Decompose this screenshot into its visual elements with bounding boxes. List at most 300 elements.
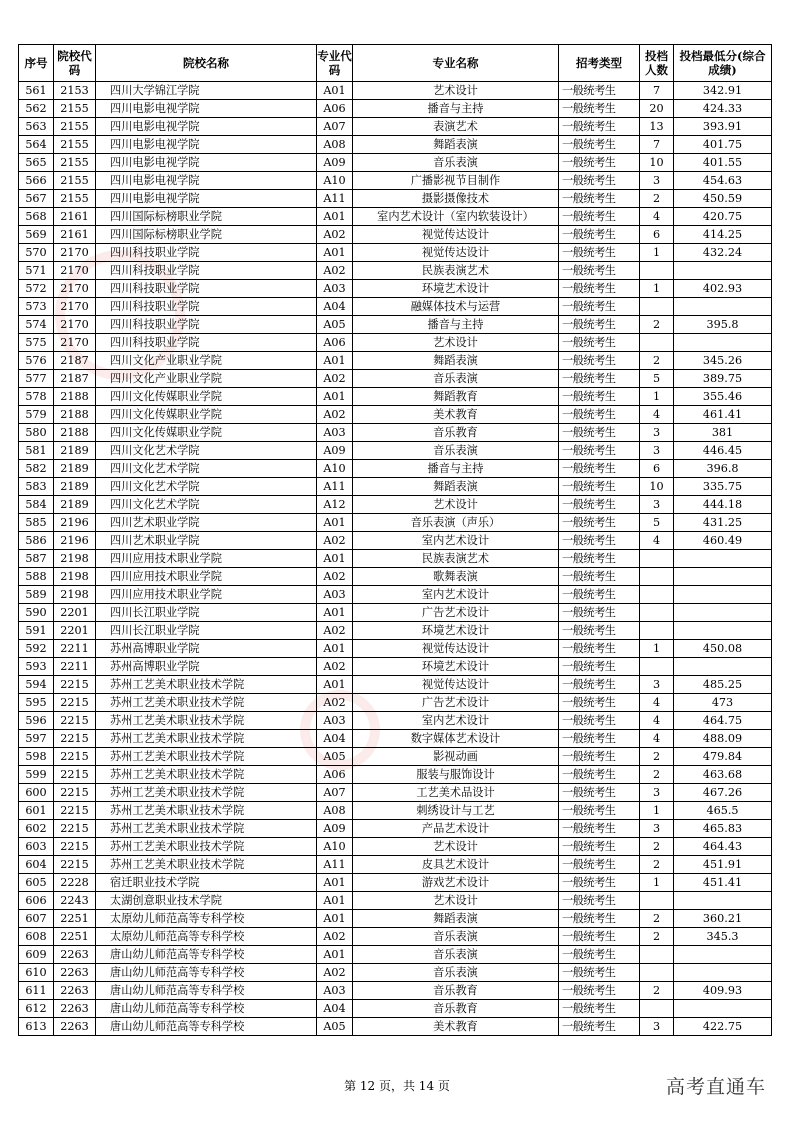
cell-major-code: A09 [317,442,353,460]
cell-min-score: 465.83 [674,820,772,838]
cell-enroll-type: 一般统考生 [559,1000,640,1018]
cell-major-name: 皮具艺术设计 [353,856,559,874]
cell-enroll-type: 一般统考生 [559,532,640,550]
cell-major-code: A02 [317,532,353,550]
header-school-name: 院校名称 [96,45,317,82]
cell-major-name: 刺绣设计与工艺 [353,802,559,820]
cell-major-name: 环境艺术设计 [353,280,559,298]
cell-major-code: A10 [317,172,353,190]
cell-major-code: A07 [317,118,353,136]
cell-seq: 591 [19,622,54,640]
cell-min-score [674,964,772,982]
cell-enroll-type: 一般统考生 [559,784,640,802]
cell-seq: 571 [19,262,54,280]
cell-school-code: 2189 [54,478,96,496]
table-row [19,748,772,766]
cell-planned [640,946,674,964]
table-row [19,352,772,370]
table-row [19,964,772,982]
cell-school-code: 2263 [54,964,96,982]
cell-min-score: 414.25 [674,226,772,244]
cell-seq: 565 [19,154,54,172]
cell-seq: 564 [19,136,54,154]
cell-major-code: A01 [317,892,353,910]
cell-min-score: 401.75 [674,136,772,154]
table-row [19,820,772,838]
cell-min-score: 485.25 [674,676,772,694]
cell-major-name: 服装与服饰设计 [353,766,559,784]
cell-major-name: 舞蹈表演 [353,910,559,928]
cell-school-name: 四川科技职业学院 [96,262,317,280]
cell-planned: 4 [640,208,674,226]
cell-major-code: A08 [317,136,353,154]
cell-planned: 7 [640,82,674,100]
cell-enroll-type: 一般统考生 [559,550,640,568]
cell-major-name: 歌舞表演 [353,568,559,586]
cell-school-code: 2243 [54,892,96,910]
cell-school-name: 太原幼儿师范高等专科学校 [96,928,317,946]
cell-major-code: A02 [317,568,353,586]
cell-min-score [674,586,772,604]
cell-major-name: 摄影摄像技术 [353,190,559,208]
cell-school-code: 2161 [54,226,96,244]
cell-seq: 575 [19,334,54,352]
cell-major-name: 视觉传达设计 [353,226,559,244]
cell-seq: 599 [19,766,54,784]
cell-school-code: 2215 [54,820,96,838]
cell-seq: 561 [19,82,54,100]
cell-seq: 597 [19,730,54,748]
cell-planned: 4 [640,532,674,550]
cell-major-name: 融媒体技术与运营 [353,298,559,316]
cell-min-score: 409.93 [674,982,772,1000]
cell-school-name: 苏州工艺美术职业技术学院 [96,712,317,730]
cell-planned: 5 [640,514,674,532]
cell-major-name: 产品艺术设计 [353,820,559,838]
cell-school-code: 2196 [54,532,96,550]
table-row [19,730,772,748]
cell-planned: 2 [640,316,674,334]
cell-major-code: A02 [317,226,353,244]
cell-min-score: 389.75 [674,370,772,388]
cell-major-code: A03 [317,280,353,298]
cell-enroll-type: 一般统考生 [559,892,640,910]
cell-min-score: 450.59 [674,190,772,208]
cell-school-name: 四川文化传媒职业学院 [96,388,317,406]
cell-major-code: A02 [317,694,353,712]
cell-enroll-type: 一般统考生 [559,946,640,964]
admission-table [18,44,772,1036]
cell-school-name: 四川电影电视学院 [96,190,317,208]
cell-major-name: 室内艺术设计 [353,532,559,550]
cell-planned: 3 [640,1018,674,1036]
cell-school-code: 2211 [54,640,96,658]
cell-major-name: 舞蹈表演 [353,478,559,496]
table-row [19,370,772,388]
table-row [19,856,772,874]
cell-min-score [674,946,772,964]
cell-enroll-type: 一般统考生 [559,604,640,622]
cell-major-name: 工艺美术品设计 [353,784,559,802]
table-row [19,532,772,550]
cell-min-score: 424.33 [674,100,772,118]
cell-school-code: 2251 [54,928,96,946]
cell-min-score: 488.09 [674,730,772,748]
cell-major-code: A01 [317,676,353,694]
cell-min-score: 431.25 [674,514,772,532]
cell-min-score [674,1000,772,1018]
cell-enroll-type: 一般统考生 [559,874,640,892]
cell-enroll-type: 一般统考生 [559,820,640,838]
cell-major-name: 影视动画 [353,748,559,766]
cell-school-code: 2161 [54,208,96,226]
cell-enroll-type: 一般统考生 [559,280,640,298]
cell-school-code: 2215 [54,730,96,748]
cell-seq: 570 [19,244,54,262]
cell-school-code: 2155 [54,190,96,208]
table-header-row [19,45,772,82]
cell-school-name: 四川文化艺术学院 [96,460,317,478]
cell-seq: 577 [19,370,54,388]
cell-planned: 1 [640,388,674,406]
cell-school-code: 2215 [54,694,96,712]
cell-seq: 562 [19,100,54,118]
cell-seq: 596 [19,712,54,730]
cell-school-name: 四川应用技术职业学院 [96,586,317,604]
cell-school-code: 2263 [54,982,96,1000]
cell-enroll-type: 一般统考生 [559,568,640,586]
cell-major-name: 视觉传达设计 [353,676,559,694]
cell-school-code: 2170 [54,244,96,262]
cell-seq: 573 [19,298,54,316]
cell-major-name: 音乐表演（声乐） [353,514,559,532]
cell-min-score: 467.26 [674,784,772,802]
cell-planned [640,568,674,586]
cell-seq: 600 [19,784,54,802]
table-row [19,694,772,712]
cell-school-code: 2263 [54,946,96,964]
table-row [19,766,772,784]
table-row [19,388,772,406]
cell-enroll-type: 一般统考生 [559,676,640,694]
cell-min-score [674,298,772,316]
cell-major-code: A05 [317,1018,353,1036]
cell-major-code: A08 [317,802,353,820]
cell-major-name: 室内艺术设计 [353,712,559,730]
cell-major-name: 舞蹈教育 [353,388,559,406]
cell-min-score [674,892,772,910]
cell-school-code: 2188 [54,406,96,424]
cell-school-name: 苏州工艺美术职业技术学院 [96,766,317,784]
cell-planned: 3 [640,820,674,838]
cell-major-code: A01 [317,352,353,370]
cell-seq: 589 [19,586,54,604]
table-row [19,298,772,316]
cell-enroll-type: 一般统考生 [559,190,640,208]
cell-seq: 569 [19,226,54,244]
cell-major-name: 音乐表演 [353,928,559,946]
cell-min-score: 355.46 [674,388,772,406]
cell-school-name: 苏州工艺美术职业技术学院 [96,676,317,694]
cell-planned: 1 [640,874,674,892]
cell-major-name: 游戏艺术设计 [353,874,559,892]
cell-enroll-type: 一般统考生 [559,316,640,334]
cell-enroll-type: 一般统考生 [559,100,640,118]
cell-school-name: 四川国际标榜职业学院 [96,208,317,226]
cell-enroll-type: 一般统考生 [559,514,640,532]
cell-school-code: 2215 [54,676,96,694]
cell-planned [640,298,674,316]
cell-school-name: 苏州工艺美术职业技术学院 [96,838,317,856]
cell-major-code: A03 [317,982,353,1000]
cell-seq: 611 [19,982,54,1000]
cell-school-code: 2228 [54,874,96,892]
cell-min-score: 342.91 [674,82,772,100]
cell-min-score: 335.75 [674,478,772,496]
cell-major-code: A01 [317,874,353,892]
cell-school-code: 2170 [54,262,96,280]
table-row [19,460,772,478]
cell-enroll-type: 一般统考生 [559,730,640,748]
cell-school-code: 2155 [54,100,96,118]
cell-enroll-type: 一般统考生 [559,244,640,262]
cell-school-code: 2198 [54,586,96,604]
cell-major-name: 美术教育 [353,406,559,424]
cell-enroll-type: 一般统考生 [559,154,640,172]
cell-min-score: 454.63 [674,172,772,190]
cell-school-code: 2215 [54,748,96,766]
cell-enroll-type: 一般统考生 [559,694,640,712]
cell-major-name: 音乐表演 [353,946,559,964]
cell-seq: 568 [19,208,54,226]
cell-school-code: 2188 [54,424,96,442]
cell-school-name: 四川文化传媒职业学院 [96,406,317,424]
cell-major-name: 音乐表演 [353,370,559,388]
cell-major-code: A02 [317,370,353,388]
table-row [19,406,772,424]
table-row [19,712,772,730]
cell-school-name: 苏州工艺美术职业技术学院 [96,784,317,802]
cell-seq: 574 [19,316,54,334]
header-min-score: 投档最低分(综合成绩) [674,45,772,82]
cell-min-score: 461.41 [674,406,772,424]
cell-planned: 3 [640,784,674,802]
table-row [19,550,772,568]
cell-enroll-type: 一般统考生 [559,298,640,316]
cell-seq: 603 [19,838,54,856]
cell-school-code: 2215 [54,712,96,730]
cell-seq: 609 [19,946,54,964]
table-row [19,154,772,172]
table-row [19,928,772,946]
cell-planned: 2 [640,838,674,856]
cell-school-name: 四川长江职业学院 [96,604,317,622]
cell-school-code: 2201 [54,604,96,622]
cell-min-score: 402.93 [674,280,772,298]
cell-min-score: 479.84 [674,748,772,766]
cell-school-code: 2170 [54,334,96,352]
table-row [19,658,772,676]
cell-seq: 595 [19,694,54,712]
cell-major-code: A02 [317,406,353,424]
cell-enroll-type: 一般统考生 [559,838,640,856]
cell-school-code: 2187 [54,370,96,388]
cell-school-name: 苏州工艺美术职业技术学院 [96,748,317,766]
cell-school-code: 2188 [54,388,96,406]
table-row [19,784,772,802]
table-row [19,982,772,1000]
cell-major-name: 音乐教育 [353,424,559,442]
cell-school-name: 四川国际标榜职业学院 [96,226,317,244]
cell-major-name: 艺术设计 [353,838,559,856]
cell-seq: 563 [19,118,54,136]
cell-school-code: 2215 [54,784,96,802]
cell-planned: 3 [640,172,674,190]
cell-school-name: 四川艺术职业学院 [96,514,317,532]
cell-planned: 2 [640,748,674,766]
cell-enroll-type: 一般统考生 [559,712,640,730]
cell-school-code: 2170 [54,280,96,298]
cell-min-score [674,334,772,352]
cell-enroll-type: 一般统考生 [559,658,640,676]
cell-major-name: 民族表演艺术 [353,550,559,568]
cell-planned: 2 [640,190,674,208]
cell-planned: 3 [640,496,674,514]
cell-min-score: 401.55 [674,154,772,172]
table-row [19,424,772,442]
cell-min-score: 473 [674,694,772,712]
cell-school-name: 四川艺术职业学院 [96,532,317,550]
cell-school-name: 四川文化产业职业学院 [96,370,317,388]
cell-major-code: A12 [317,496,353,514]
cell-enroll-type: 一般统考生 [559,964,640,982]
cell-planned [640,622,674,640]
header-seq: 序号 [19,45,54,82]
cell-min-score: 432.24 [674,244,772,262]
cell-min-score [674,262,772,280]
cell-major-name: 视觉传达设计 [353,244,559,262]
cell-major-code: A09 [317,820,353,838]
cell-school-name: 苏州高博职业学院 [96,640,317,658]
cell-min-score: 460.49 [674,532,772,550]
cell-min-score [674,568,772,586]
table-body [19,82,772,1036]
cell-school-name: 四川文化艺术学院 [96,496,317,514]
cell-school-name: 四川文化产业职业学院 [96,352,317,370]
cell-school-code: 2215 [54,766,96,784]
cell-planned: 3 [640,442,674,460]
cell-enroll-type: 一般统考生 [559,460,640,478]
cell-seq: 607 [19,910,54,928]
cell-seq: 602 [19,820,54,838]
cell-seq: 583 [19,478,54,496]
cell-seq: 581 [19,442,54,460]
cell-min-score: 393.91 [674,118,772,136]
cell-major-code: A02 [317,964,353,982]
cell-enroll-type: 一般统考生 [559,136,640,154]
cell-enroll-type: 一般统考生 [559,910,640,928]
cell-major-name: 音乐教育 [353,982,559,1000]
cell-school-name: 四川科技职业学院 [96,298,317,316]
table-row [19,172,772,190]
cell-school-code: 2215 [54,838,96,856]
cell-major-code: A03 [317,424,353,442]
cell-planned [640,586,674,604]
cell-school-code: 2263 [54,1018,96,1036]
cell-major-code: A01 [317,910,353,928]
table-row [19,280,772,298]
cell-school-code: 2189 [54,460,96,478]
header-major-name: 专业名称 [353,45,559,82]
cell-major-code: A11 [317,190,353,208]
cell-major-code: A11 [317,478,353,496]
cell-school-name: 四川科技职业学院 [96,244,317,262]
cell-planned: 2 [640,856,674,874]
cell-major-name: 民族表演艺术 [353,262,559,280]
page-number: 第 12 页，共 14 页 [344,1079,450,1093]
cell-seq: 580 [19,424,54,442]
cell-seq: 608 [19,928,54,946]
table-row [19,316,772,334]
cell-planned [640,658,674,676]
cell-school-code: 2155 [54,118,96,136]
cell-major-code: A07 [317,784,353,802]
table-row [19,910,772,928]
cell-enroll-type: 一般统考生 [559,370,640,388]
cell-major-code: A06 [317,334,353,352]
table-row [19,244,772,262]
cell-min-score: 396.8 [674,460,772,478]
cell-planned [640,892,674,910]
cell-major-name: 数字媒体艺术设计 [353,730,559,748]
table-row [19,568,772,586]
cell-planned [640,604,674,622]
cell-major-name: 艺术设计 [353,496,559,514]
cell-seq: 598 [19,748,54,766]
cell-enroll-type: 一般统考生 [559,118,640,136]
cell-min-score [674,604,772,622]
cell-enroll-type: 一般统考生 [559,82,640,100]
cell-planned [640,550,674,568]
table-row [19,874,772,892]
cell-major-name: 表演艺术 [353,118,559,136]
cell-school-name: 苏州高博职业学院 [96,658,317,676]
cell-planned: 4 [640,694,674,712]
cell-min-score: 420.75 [674,208,772,226]
cell-seq: 567 [19,190,54,208]
cell-major-code: A01 [317,82,353,100]
cell-min-score: 446.45 [674,442,772,460]
table-row [19,892,772,910]
cell-major-name: 广告艺术设计 [353,694,559,712]
cell-enroll-type: 一般统考生 [559,352,640,370]
cell-school-code: 2251 [54,910,96,928]
cell-major-name: 广播影视节目制作 [353,172,559,190]
table-row [19,82,772,100]
cell-school-name: 唐山幼儿师范高等专科学校 [96,1018,317,1036]
table-row [19,946,772,964]
cell-enroll-type: 一般统考生 [559,478,640,496]
cell-seq: 585 [19,514,54,532]
cell-enroll-type: 一般统考生 [559,262,640,280]
header-school-code: 院校代码 [54,45,96,82]
cell-min-score: 464.75 [674,712,772,730]
cell-seq: 576 [19,352,54,370]
cell-school-name: 四川科技职业学院 [96,316,317,334]
cell-major-name: 播音与主持 [353,100,559,118]
header-planned: 投档人数 [640,45,674,82]
cell-school-code: 2198 [54,550,96,568]
